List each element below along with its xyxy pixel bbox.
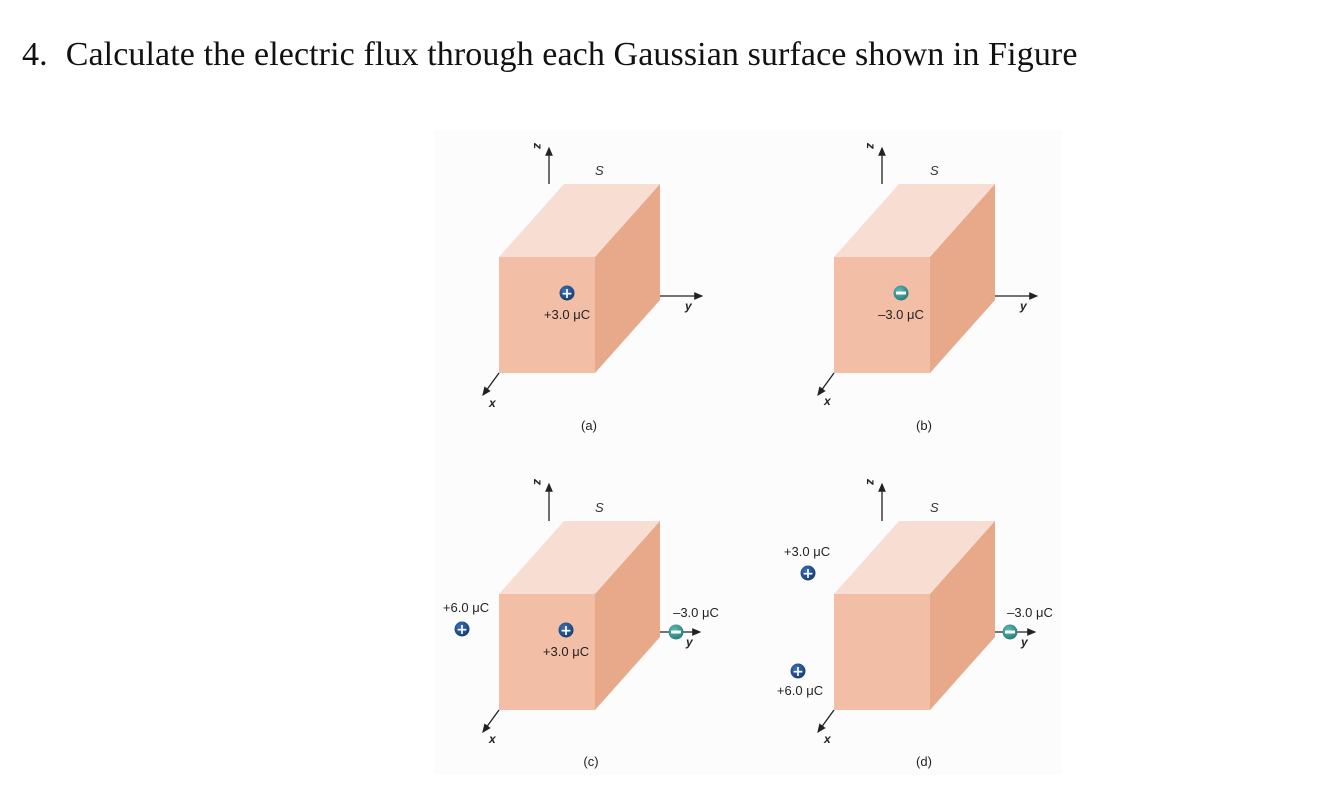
z-axis-label: z [864, 143, 878, 149]
y-axis-label: y [686, 635, 693, 649]
cube-front-face [834, 594, 930, 710]
charge-label: –3.0 μC [878, 307, 924, 322]
question-number: 4. [22, 36, 48, 73]
charge-label: +3.0 μC [543, 307, 591, 322]
z-axis-label: z [531, 143, 545, 149]
positive-charge-upper [801, 566, 816, 583]
positive-charge-outside [455, 622, 470, 639]
svg-text:+: + [561, 286, 573, 302]
panel-label: (c) [583, 754, 599, 769]
x-axis-label: x [824, 394, 831, 408]
positive-charge-inside [559, 623, 574, 640]
charge-label-outside-left: +6.0 μC [442, 600, 490, 615]
surface-label: S [595, 163, 604, 178]
svg-text:+: + [792, 664, 804, 680]
z-axis-label: z [864, 479, 878, 485]
question-body: Calculate the electric flux through each Gaussian surface shown in Figure [65, 36, 1078, 73]
panel-label: (a) [581, 418, 597, 433]
surface-label: S [595, 500, 604, 515]
positive-charge-lower [791, 664, 806, 681]
charge-label-outside-right: –3.0 μC [673, 605, 719, 620]
charge-label-outside-right: –3.0 μC [1007, 605, 1053, 620]
surface-label: S [930, 500, 939, 515]
surface-label: S [930, 163, 939, 178]
x-axis-label: x [489, 732, 496, 746]
negative-charge-outside [1003, 625, 1018, 640]
svg-text:+: + [802, 566, 814, 582]
svg-text:+: + [560, 623, 572, 639]
panel-label: (d) [916, 754, 932, 769]
charge-label-upper-left: +3.0 μC [783, 544, 831, 559]
positive-charge [560, 286, 575, 303]
y-axis-label: y [685, 299, 692, 313]
charge-label-lower-left: +6.0 μC [776, 683, 824, 698]
charge-label-inside: +3.0 μC [542, 644, 590, 659]
negative-charge-outside [669, 625, 684, 640]
x-axis-label: x [824, 732, 831, 746]
z-axis-label: z [531, 479, 545, 485]
panel-label: (b) [916, 418, 932, 433]
x-axis-label: x [489, 396, 496, 410]
svg-text:+: + [456, 622, 468, 638]
negative-charge [894, 286, 909, 301]
y-axis-label: y [1021, 635, 1028, 649]
y-axis-label: y [1020, 299, 1027, 313]
